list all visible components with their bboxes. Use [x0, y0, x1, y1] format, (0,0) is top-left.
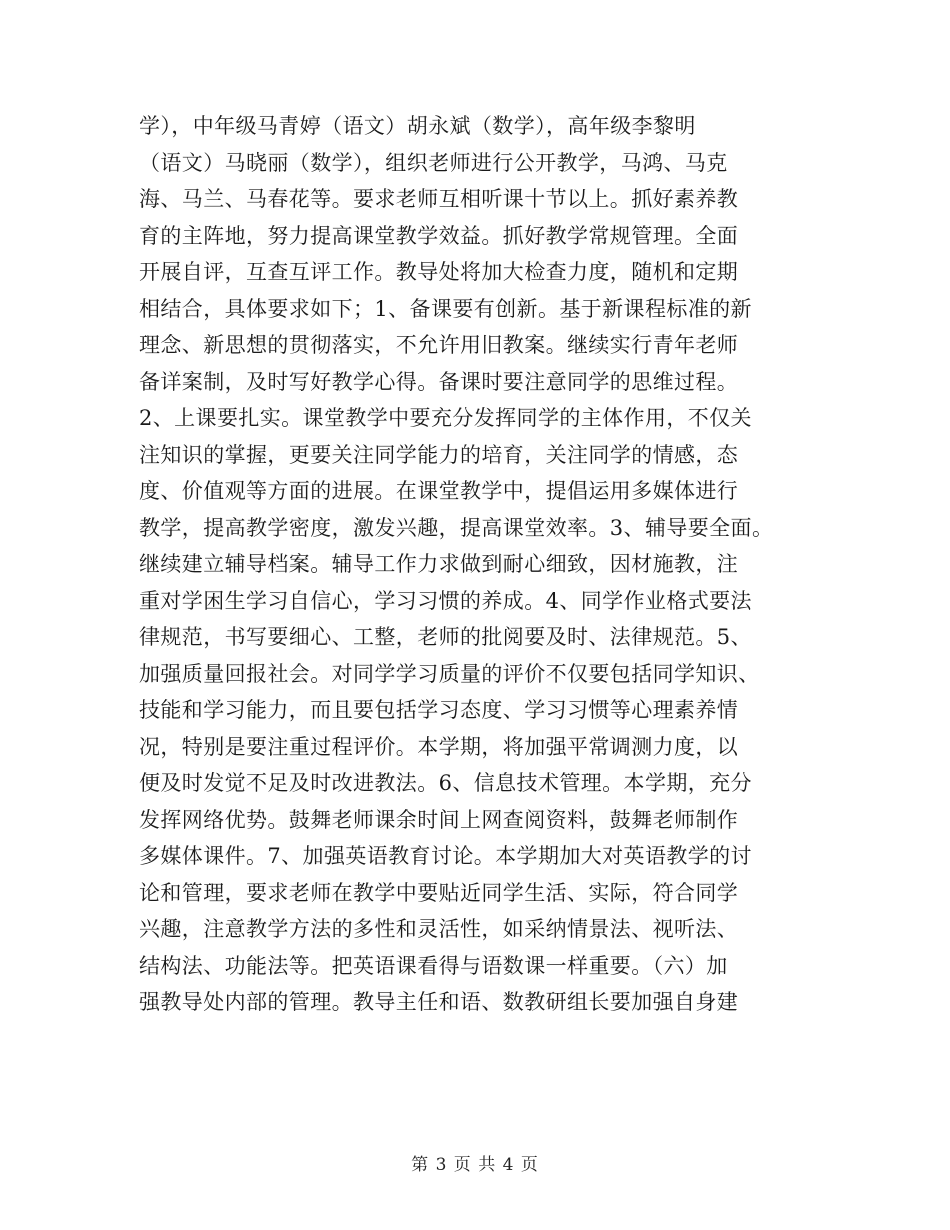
text-line: 教学，提高教学密度，激发兴趣，提高课堂效率。3、辅导要全面。 — [139, 515, 774, 540]
text-line: 相结合，具体要求如下；1、备课要有创新。基于新课程标准的新 — [139, 296, 752, 321]
text-line: 继续建立辅导档案。辅导工作力求做到耐心细致，因材施教，注 — [139, 552, 739, 576]
text-line: 重对学困生学习自信心，学习习惯的养成。4、同学作业格式要法 — [139, 588, 752, 613]
text-line: 技能和学习能力，而且要包括学习态度、学习习惯等心理素养情 — [139, 698, 739, 722]
text-line: 便及时发觉不足及时改进教法。6、信息技术管理。本学期，充分 — [139, 771, 752, 795]
page-number-footer: 第 3 页 共 4 页 — [411, 1155, 539, 1175]
text-line: 注知识的掌握，更要关注同学能力的培育，关注同学的情感，态 — [139, 442, 739, 467]
text-line: 论和管理，要求老师在教学中要贴近同学生活、实际，符合同学 — [139, 880, 739, 905]
text-line: 理念、新思想的贯彻落实，不允许用旧教案。继续实行青年老师 — [139, 333, 739, 357]
text-line: 况，特别是要注重过程评价。本学期，将加强平常调测力度，以 — [139, 734, 739, 759]
text-line: 律规范，书写要细心、工整，老师的批阅要及时、法律规范。5、 — [139, 625, 752, 649]
text-line: 备详案制，及时写好教学心得。备课时要注意同学的思维过程。 — [139, 369, 739, 394]
text-line: （语文）马晓丽（数学），组织老师进行公开教学，马鸿、马克 — [139, 150, 728, 175]
body-text — [139, 108, 839, 1021]
text-line: 学），中年级马青婷（语文）胡永斌（数学），高年级李黎明 — [139, 114, 696, 138]
text-line: 强教导处内部的管理。教导主任和语、数教研组长要加强自身建 — [139, 990, 739, 1014]
text-line: 多媒体课件。7、加强英语教育讨论。本学期加大对英语教学的讨 — [139, 844, 752, 868]
text-line: 结构法、功能法等。把英语课看得与语数课一样重要。（六）加 — [139, 953, 728, 978]
text-line: 开展自评，互查互评工作。教导处将加大检查力度，随机和定期 — [139, 260, 739, 284]
text-line: 度、价值观等方面的进展。在课堂教学中，提倡运用多媒体进行 — [139, 479, 739, 503]
text-line: 发挥网络优势。鼓舞老师课余时间上网查阅资料，鼓舞老师制作 — [139, 807, 739, 832]
text-line: 加强质量回报社会。对同学学习质量的评价不仅要包括同学知识、 — [139, 661, 760, 686]
text-line: 海、马兰、马春花等。要求老师互相听课十节以上。抓好素养教 — [139, 187, 739, 211]
text-line: 育的主阵地，努力提高课堂教学效益。抓好教学常规管理。全面 — [139, 223, 739, 248]
text-line: 兴趣，注意教学方法的多性和灵活性，如采纳情景法、视听法、 — [139, 917, 739, 941]
text-line: 2、上课要扎实。课堂教学中要充分发挥同学的主体作用，不仅关 — [139, 406, 752, 430]
